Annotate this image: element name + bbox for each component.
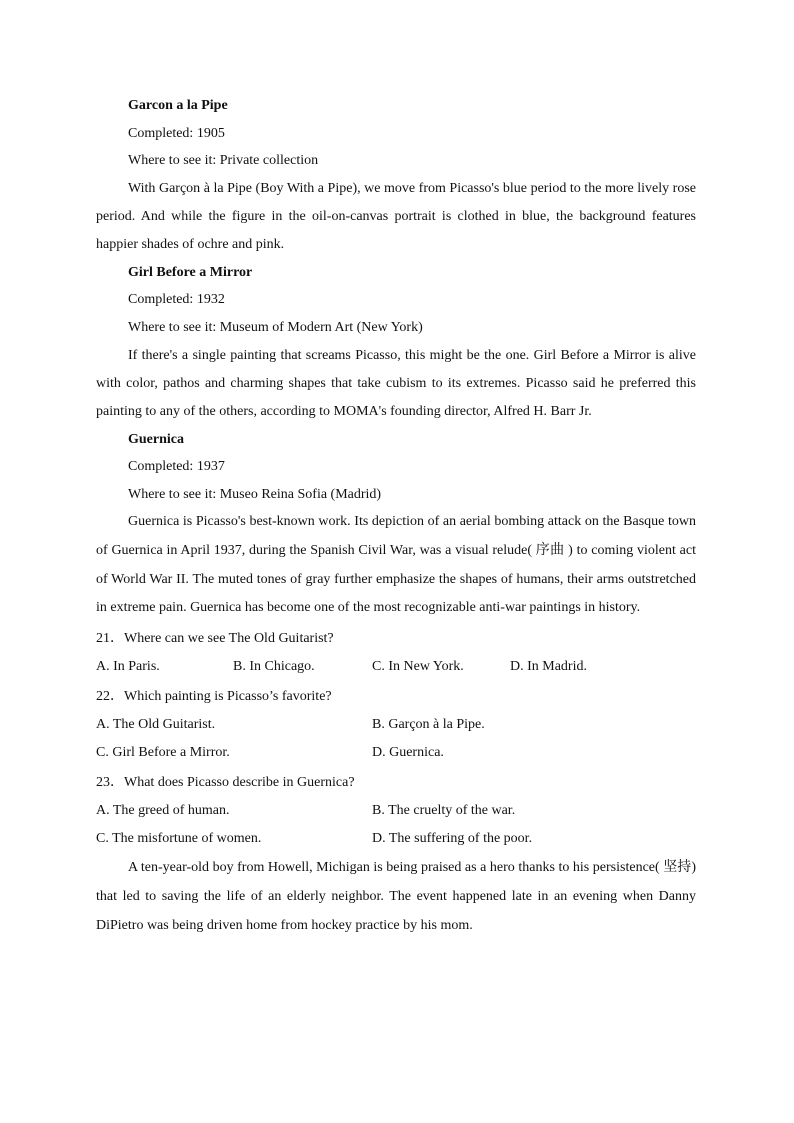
option-d[interactable]: D. Guernica. [372,744,444,760]
painting-section [96,259,696,426]
question-stem: 23．What does Picasso describe in Guernica? [96,774,355,790]
painting-description: Guernica is Picasso's best-known work. Its depiction of an aerial bombing attack on the Basque town of Guernica in April 1937, during the Spanish Civil War, was a visual relude( 序曲 ) to coming violent act of World War II. The muted tones of gray further emphasize the shapes of humans, their arms outstretched in extreme pain. Guernica has become one of the most recognizable anti-war paintings in history. [96,514,696,616]
option-b[interactable]: B. In Chicago. [233,658,315,674]
question-22 [96,683,696,767]
option-a[interactable]: A. The greed of human. [96,802,230,818]
answer-options-row-1 [96,711,696,739]
painting-title: Guernica [128,431,184,447]
answer-options [96,653,696,681]
option-d[interactable]: D. The suffering of the poor. [372,830,533,846]
painting-location: Where to see it: Private collection [128,153,319,169]
answer-options-row-2 [96,739,696,767]
option-d[interactable]: D. In Madrid. [510,658,587,674]
question-23 [96,769,696,853]
option-c[interactable]: C. In New York. [372,658,464,674]
option-c[interactable]: C. Girl Before a Mirror. [96,744,230,760]
next-passage-paragraph: A ten-year-old boy from Howell, Michigan is being praised as a hero thanks to his persistence( 坚持) that led to saving the life of an elderly neighbor. The event happened late in an evening when Danny DiPietro was being driven home from hockey practice by his mom. [96,859,696,933]
option-b[interactable]: B. Garçon à la Pipe. [372,716,485,732]
option-c[interactable]: C. The misfortune of women. [96,830,262,846]
painting-section [96,426,696,623]
painting-description: With Garçon à la Pipe (Boy With a Pipe), we move from Picasso's blue period to the more lively rose period. And while the figure in the oil-on-canvas portrait is clothed in blue, the background features happier shades of ochre and pink. [96,180,696,252]
painting-completed: Completed: 1905 [128,125,225,141]
option-b[interactable]: B. The cruelty of the war. [372,802,516,818]
painting-completed: Completed: 1932 [128,292,225,308]
painting-location: Where to see it: Museo Reina Sofia (Madrid) [128,486,382,502]
answer-options-row-2 [96,825,696,853]
answer-options-row-1 [96,797,696,825]
question-stem: 21．Where can we see The Old Guitarist? [96,630,334,646]
painting-completed: Completed: 1937 [128,459,225,475]
painting-section [96,92,696,259]
question-stem: 22．Which painting is Picasso’s favorite? [96,688,332,704]
option-a[interactable]: A. In Paris. [96,658,160,674]
question-21 [96,625,696,681]
option-a[interactable]: A. The Old Guitarist. [96,716,216,732]
document-page [96,92,696,940]
painting-title: Girl Before a Mirror [128,264,253,280]
painting-description: If there's a single painting that screams Picasso, this might be the one. Girl Before a Mirror is alive with color, pathos and charming shapes that take cubism to its extremes. Picasso said he preferred this painting to any of the others, according to MOMA's founding director, Alfred H. Barr Jr. [96,347,696,419]
painting-location: Where to see it: Museum of Modern Art (New York) [128,319,423,335]
painting-title: Garcon a la Pipe [128,98,228,113]
